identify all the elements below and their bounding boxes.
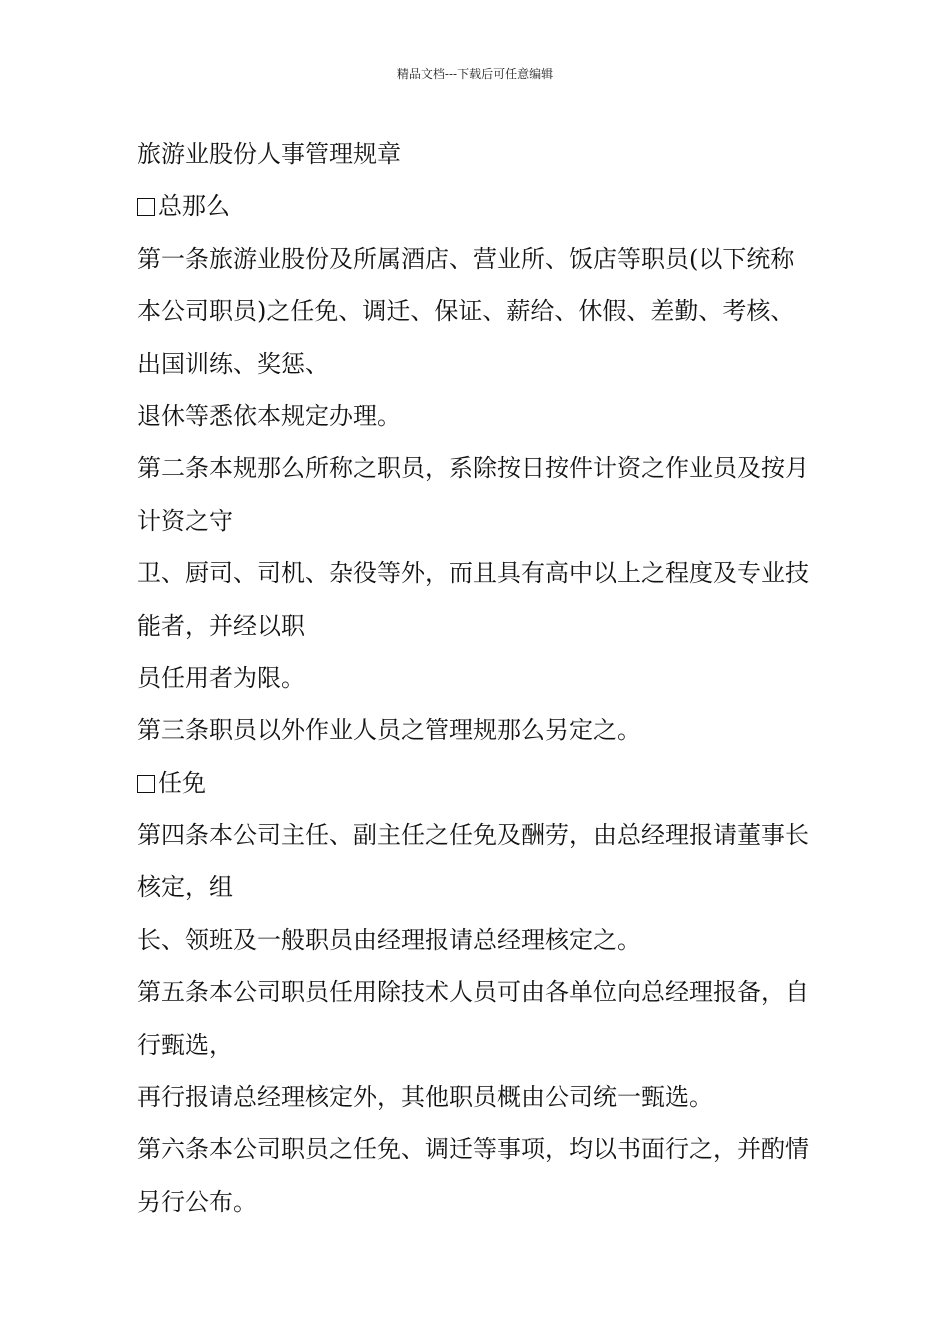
paragraph-line: [137, 495, 867, 547]
paragraph-line: [137, 1123, 867, 1175]
line-text: 第五条本公司职员任用除技术人员可由各单位向总经理报备，自: [137, 978, 809, 1007]
line-text: 员任用者为限。: [137, 663, 305, 692]
line-text: 第一条旅游业股份及所属酒店、营业所、饭店等职员(以下统称: [137, 244, 795, 273]
paragraph-line: [137, 233, 867, 285]
line-text: 第四条本公司主任、副主任之任免及酬劳，由总经理报请董事长: [137, 821, 809, 850]
paragraph-line: [137, 547, 867, 599]
section-heading: [137, 757, 867, 809]
paragraph-line: [137, 600, 867, 652]
paragraph-line: [137, 1176, 867, 1228]
line-text: 卫、厨司、司机、杂役等外，而且具有高中以上之程度及专业技: [137, 559, 809, 588]
page-header: 精品文档---下载后可任意编辑: [396, 67, 554, 81]
document-title: 旅游业股份人事管理规章: [137, 140, 401, 168]
checkbox-square-icon: [137, 775, 155, 793]
line-text: 退休等悉依本规定办理。: [137, 401, 401, 430]
paragraph-line: [137, 390, 867, 442]
paragraph-line: [137, 652, 867, 704]
paragraph-line: [137, 285, 867, 337]
paragraph-line: [137, 704, 867, 756]
paragraph-line: [137, 966, 867, 1018]
paragraph-line: [137, 809, 867, 861]
line-text: 总那么: [158, 192, 230, 221]
line-text: 另行公布。: [137, 1187, 257, 1216]
line-text: 能者，并经以职: [137, 611, 305, 640]
line-text: 核定，组: [137, 873, 233, 902]
line-text: 出国训练、奖惩、: [137, 349, 329, 378]
line-text: 任免: [158, 768, 206, 797]
paragraph-line: [137, 442, 867, 494]
paragraph-line: [137, 861, 867, 913]
line-text: 第六条本公司职员之任免、调迁等事项，均以书面行之，并酌情: [137, 1135, 809, 1164]
line-text: 第二条本规那么所称之职员，系除按日按件计资之作业员及按月: [137, 454, 809, 483]
document-lines: [137, 180, 867, 1228]
paragraph-line: [137, 914, 867, 966]
section-heading: [137, 180, 867, 232]
line-text: 长、领班及一般职员由经理报请总经理核定之。: [137, 925, 641, 954]
line-text: 本公司职员)之任免、调迁、保证、薪给、休假、差勤、考核、: [137, 297, 795, 326]
line-text: 第三条职员以外作业人员之管理规那么另定之。: [137, 716, 641, 745]
line-text: 再行报请总经理核定外，其他职员概由公司统一甄选。: [137, 1083, 713, 1112]
paragraph-line: [137, 1019, 867, 1071]
document-body: [137, 128, 867, 1228]
line-text: 行甄选，: [137, 1030, 233, 1059]
line-text: 计资之守: [137, 506, 233, 535]
checkbox-square-icon: [137, 198, 155, 216]
paragraph-line: [137, 338, 867, 390]
paragraph-line: [137, 1071, 867, 1123]
